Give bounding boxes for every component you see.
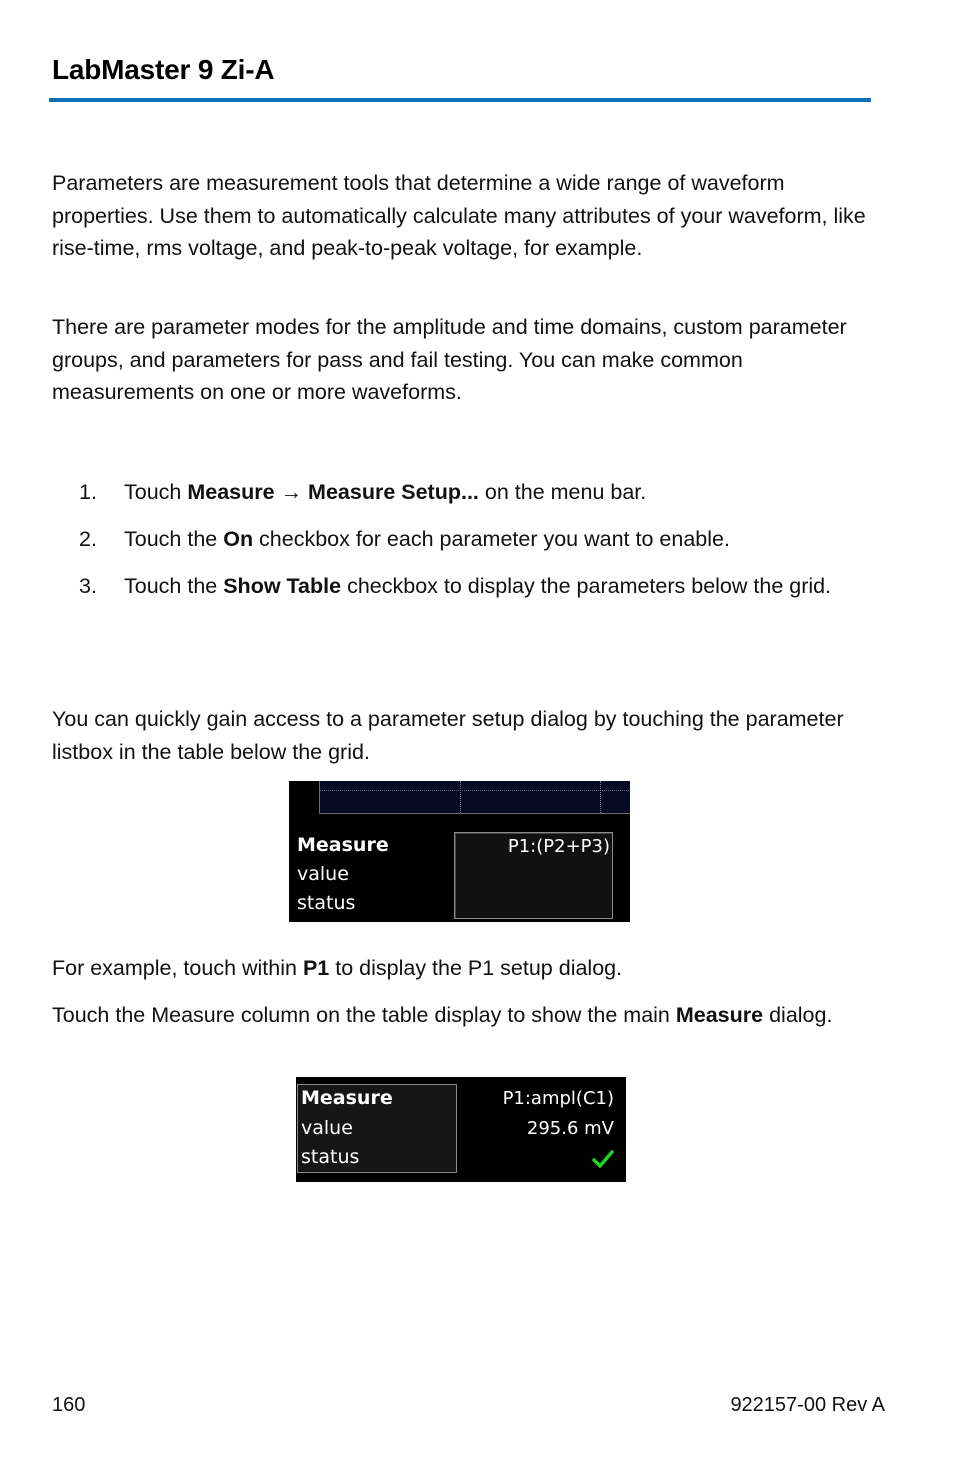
- grid-divider: [460, 781, 461, 813]
- measure-row-label[interactable]: Measure: [301, 1087, 393, 1109]
- document-id: 922157-00 Rev A: [730, 1394, 885, 1416]
- step-text: Touch the: [124, 574, 224, 598]
- step-text: checkbox to display the parameters below the grid.: [341, 574, 832, 598]
- step-number: 2.: [79, 527, 97, 551]
- intro-paragraph-1: Parameters are measurement tools that determine a wide range of waveform properties. Use them to automatically calculate many attributes of your waveform, like rise-time, rms voltage, and peak-to-peak voltage, for example.: [52, 171, 866, 260]
- step-2: [52, 523, 872, 555]
- step-text: on the menu bar.: [478, 480, 647, 504]
- measure-column-text: Touch the Measure column on the table display to show the main: [52, 1003, 676, 1027]
- page-header-title: LabMaster 9 Zi-A: [52, 54, 275, 85]
- value-row-label: value: [297, 863, 349, 885]
- step-text: Touch the: [124, 527, 224, 551]
- parameter-value: 295.6 mV: [526, 1118, 614, 1139]
- example-paragraph: [52, 952, 882, 985]
- step-3: [52, 570, 872, 602]
- parameter-listbox[interactable]: [454, 832, 613, 919]
- step-bold-text: On: [223, 527, 254, 551]
- example-text: For example, touch within: [52, 956, 303, 980]
- grid-area: [319, 781, 630, 814]
- status-row-label: status: [301, 1146, 360, 1168]
- step-text: Touch: [124, 480, 188, 504]
- parameter-listbox-value: P1:(P2+P3): [507, 836, 610, 857]
- page-number: 160: [52, 1394, 86, 1416]
- example-bold: P1: [302, 956, 330, 980]
- example-text: to display the P1 setup dialog.: [329, 956, 623, 980]
- grid-dotted-line: [320, 790, 630, 791]
- grid-divider: [600, 781, 601, 813]
- measure-column-bold: Measure: [675, 1003, 764, 1027]
- step-number: 1.: [79, 480, 97, 504]
- quick-access-paragraph: You can quickly gain access to a parameter setup dialog by touching the parameter listbox in the table below the grid.: [52, 707, 844, 764]
- parameter-name[interactable]: P1:ampl(C1): [502, 1088, 614, 1109]
- measure-column-screenshot: [296, 1077, 626, 1182]
- step-1: [52, 476, 872, 508]
- check-icon: [592, 1149, 614, 1169]
- steps-list: [52, 476, 872, 617]
- measure-column-paragraph: [52, 999, 882, 1032]
- value-row-label: value: [301, 1117, 353, 1139]
- intro-paragraph-2: There are parameter modes for the amplitude and time domains, custom parameter groups, and parameters for pass and fail testing. You can make common measurements on one or more waveforms.: [52, 315, 847, 404]
- step-text: checkbox for each parameter you want to enable.: [253, 527, 730, 551]
- step-bold-text: Show Table: [223, 574, 342, 598]
- status-row-label: status: [297, 892, 356, 914]
- measure-column-text: dialog.: [763, 1003, 833, 1027]
- measure-row-label[interactable]: Measure: [297, 834, 389, 856]
- parameter-table-screenshot: [289, 781, 630, 922]
- step-bold-text: Measure → Measure Setup...: [187, 480, 479, 504]
- step-number: 3.: [79, 574, 97, 598]
- header-rule: [49, 98, 871, 102]
